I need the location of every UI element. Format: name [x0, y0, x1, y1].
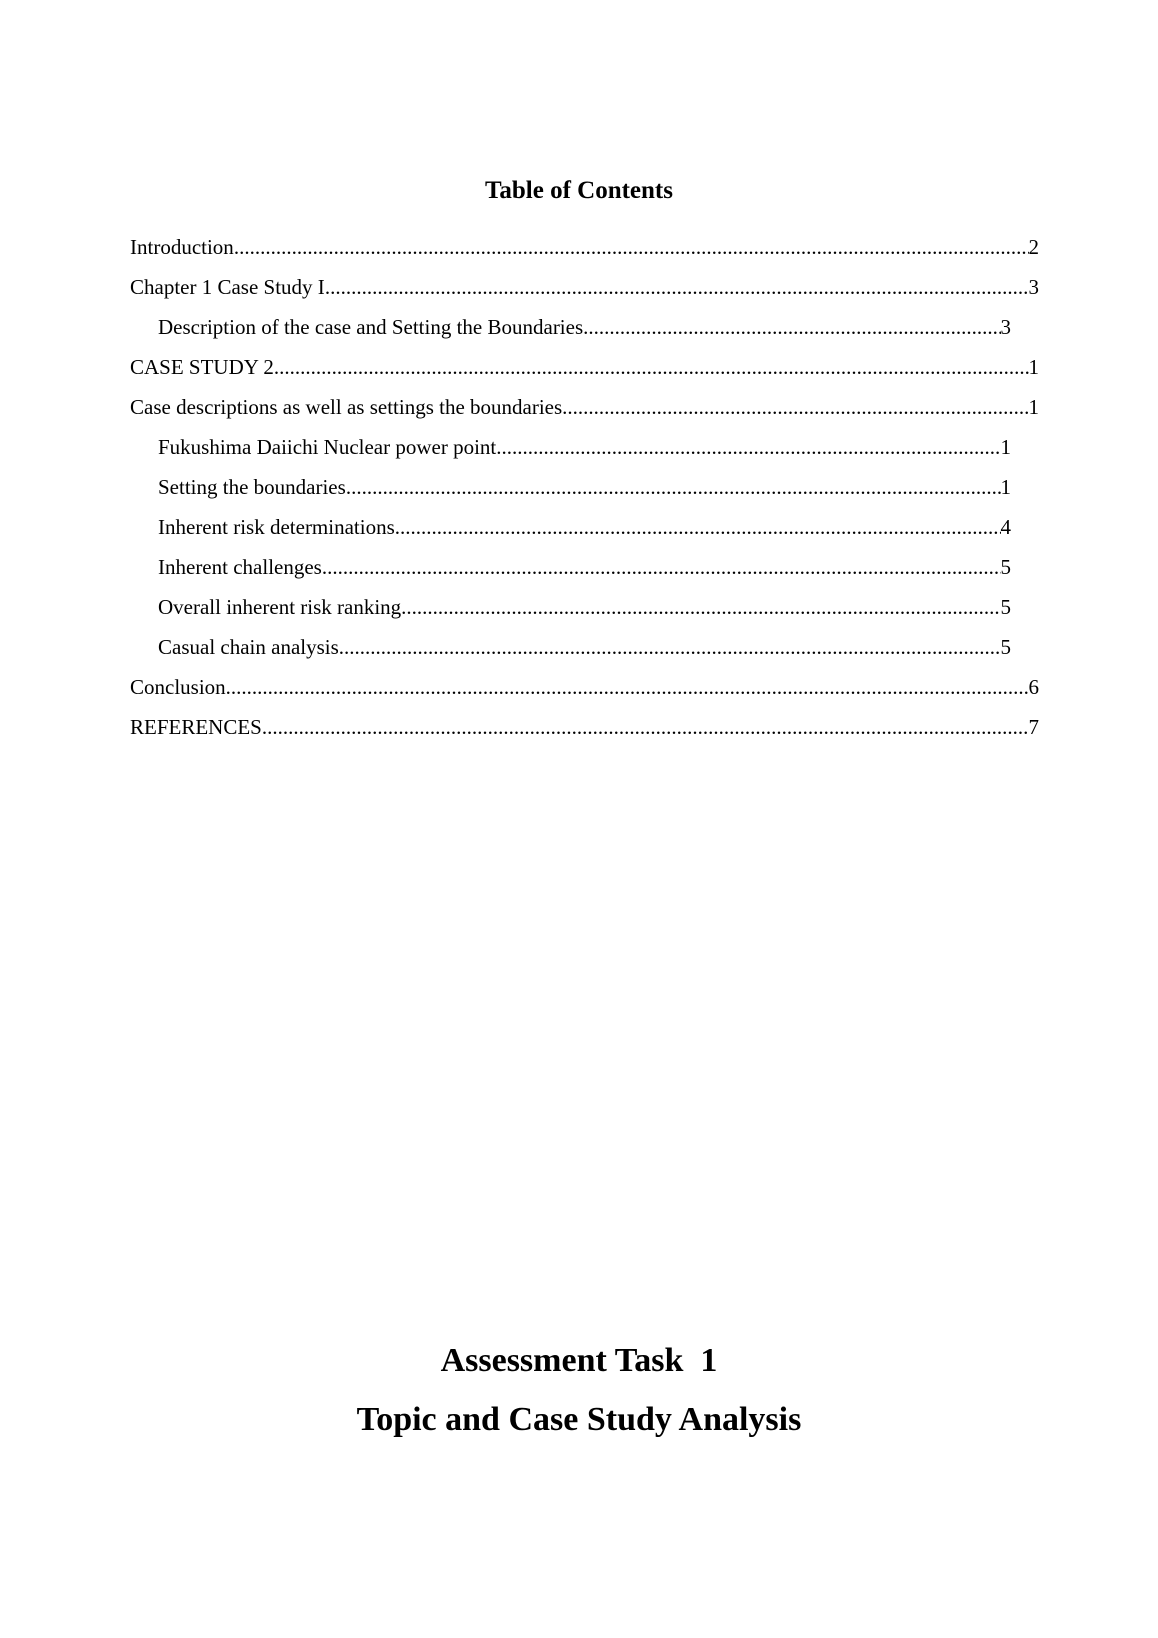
toc-dot-leader — [339, 632, 1001, 662]
toc-entry-label: Case descriptions as well as settings the boundaries — [130, 395, 563, 419]
toc-dot-leader — [496, 432, 1000, 462]
toc-dot-leader — [226, 672, 1029, 702]
table-of-contents — [130, 232, 1039, 752]
toc-entry-case-study-2[interactable] — [130, 352, 1039, 392]
toc-entry-chapter-1[interactable] — [130, 272, 1039, 312]
toc-entry-page: 6 — [1028, 675, 1039, 699]
toc-entry-inherent-risk-determinations[interactable] — [158, 512, 1011, 552]
toc-entry-label: Inherent challenges — [158, 555, 322, 579]
toc-entry-page: 7 — [1028, 715, 1039, 739]
toc-entry-page: 5 — [1000, 595, 1011, 619]
toc-entry-page: 1 — [1000, 475, 1011, 499]
toc-entry-label: Overall inherent risk ranking — [158, 595, 402, 619]
toc-dot-leader — [322, 552, 1001, 582]
toc-entry-case-descriptions[interactable] — [130, 392, 1039, 432]
toc-entry-page: 3 — [1028, 275, 1039, 299]
toc-entry-label: CASE STUDY 2 — [130, 355, 274, 379]
toc-entry-setting-boundaries[interactable] — [158, 472, 1011, 512]
toc-dot-leader — [262, 712, 1029, 742]
toc-dot-leader — [401, 592, 1000, 622]
toc-entry-label: Casual chain analysis — [158, 635, 339, 659]
toc-entry-label: Description of the case and Setting the Boundaries — [158, 315, 584, 339]
assessment-title: Assessment Task 1 — [440, 1342, 718, 1379]
toc-entry-label: REFERENCES — [130, 715, 262, 739]
toc-entry-overall-risk-ranking[interactable] — [158, 592, 1011, 632]
toc-dot-leader — [325, 272, 1029, 302]
toc-dot-leader — [346, 472, 1001, 502]
toc-entry-fukushima[interactable] — [158, 432, 1011, 472]
toc-entry-label: Chapter 1 Case Study I — [130, 275, 325, 299]
toc-entry-page: 5 — [1000, 635, 1011, 659]
toc-entry-conclusion[interactable] — [130, 672, 1039, 712]
toc-entry-description-of-case[interactable] — [158, 312, 1011, 352]
toc-entry-page: 1 — [1000, 435, 1011, 459]
toc-title: Table of Contents — [485, 177, 673, 204]
toc-entry-inherent-challenges[interactable] — [158, 552, 1011, 592]
toc-entry-references[interactable] — [130, 712, 1039, 752]
toc-entry-page: 3 — [1000, 315, 1011, 339]
toc-entry-label: Setting the boundaries — [158, 475, 346, 499]
toc-entry-page: 5 — [1000, 555, 1011, 579]
toc-entry-casual-chain-analysis[interactable] — [158, 632, 1011, 672]
toc-entry-page: 1 — [1028, 355, 1039, 379]
toc-dot-leader — [583, 312, 1000, 342]
toc-entry-page: 1 — [1028, 395, 1039, 419]
toc-entry-label: Fukushima Daiichi Nuclear power point — [158, 435, 497, 459]
toc-entry-page: 2 — [1028, 235, 1039, 259]
toc-entry-label: Introduction — [130, 235, 234, 259]
toc-dot-leader — [395, 512, 1001, 542]
toc-entry-page: 4 — [1000, 515, 1011, 539]
toc-entry-label: Inherent risk determinations — [158, 515, 395, 539]
toc-dot-leader — [274, 352, 1029, 382]
toc-entry-label: Conclusion — [130, 675, 226, 699]
toc-dot-leader — [562, 392, 1028, 422]
toc-dot-leader — [234, 232, 1029, 262]
toc-entry-introduction[interactable] — [130, 232, 1039, 272]
assessment-subtitle: Topic and Case Study Analysis — [356, 1401, 802, 1438]
